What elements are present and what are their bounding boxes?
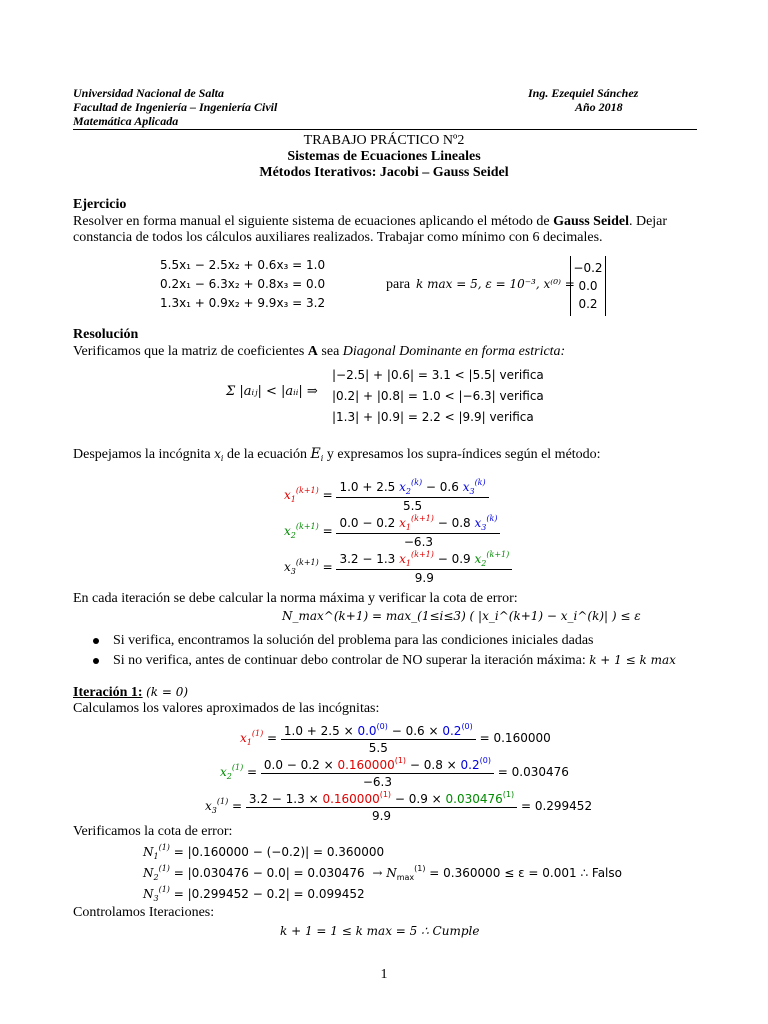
header-rule [73,129,697,130]
subject-name: Matemática Aplicada [73,114,179,128]
initial-vector [570,256,606,316]
formula-x2: $x_2^{(k+1)}$ = $\frac{0.0 - 0.2 x_1^{(k+1)} - 0.8 x_3^{(k)}}{-6.3}$ [284,514,500,549]
doc-subtitle-2: Métodos Iterativos: Jacobi – Gauss Seidel [259,165,509,180]
equation-2: 0.2x₁ − 6.3x₂ + 0.8x₃ = 0.0 [160,277,326,291]
norma-text: En cada iteración se debe calcular la norma máxima y verificar la cota de error: [73,591,518,606]
university-name: Universidad Nacional de Salta [73,86,225,100]
iter-x2: $x_2^{(1)}$ = $\frac{0.0 - 0.2 \times 0.160000^{(1)} - 0.8 \times 0.2^{(0)}}{-6.3}$ = 0.030476 [220,756,569,789]
formula-x1: $x_1^{(k+1)}$ = $\frac{1.0 + 2.5 x_2^{(k)} - 0.6 x_3^{(k)}}{5.5}$ [284,478,489,513]
control-expr: k + 1 = 1 ≤ k max = 5 ∴ Cumple [280,924,480,938]
year: Año 2018 [575,100,623,114]
equation-1: 5.5x₁ − 2.5x₂ + 0.6x₃ = 1.0 [160,258,326,272]
check-row-2: |0.2| + |0.8| = 1.0 < |−6.3| verifica [332,389,544,403]
params-expr: k max = 5, ε = 10⁻³, x⁽⁰⁾ = [416,277,575,291]
page-number: 1 [380,967,388,982]
check-row-3: |1.3| + |0.9| = 2.2 < |9.9| verifica [332,410,534,424]
ejercicio-text-2: constancia de todos los cálculos auxiliares realizados. Trabajar como mínimo con 6 decimales. [73,230,603,245]
iter-x1: $x_1^{(1)}$ = $\frac{1.0 + 2.5 \times 0.0^{(0)} - 0.6 \times 0.2^{(0)}}{5.5}$ = 0.160000 [240,722,551,755]
doc-subtitle: Sistemas de Ecuaciones Lineales [287,149,481,164]
iteracion-heading: Iteración 1: (k = 0) [73,685,189,700]
diagonal-sum-expr: Σ |aᵢⱼ| < |aᵢᵢ| ⇒ [226,384,318,399]
norma-formula: N_max^(k+1) = max_(1≤i≤3) ( |x_i^(k+1) − x_i^(k)| ) ≤ ε [282,609,641,623]
para-label: para [386,277,411,292]
resolucion-heading: Resolución [73,327,139,342]
resolucion-text: Verificamos que la matriz de coeficientes A sea Diagonal Dominante en forma estricta: [73,344,566,359]
bullet-item-1: Si verifica, encontramos la solución del problema para las condiciones iniciales dadas [93,633,594,649]
iteracion-calc-text: Calculamos los valores aproximados de las incógnitas: [73,701,380,716]
ejercicio-text: Resolver en forma manual el siguiente sistema de ecuaciones aplicando el método de Gauss Seidel. Dejar [73,214,668,229]
bullet-item-2: Si no verifica, antes de continuar debo controlar de NO superar la iteración máxima: k + 1 ≤ k max [93,652,676,669]
formula-x3: $x_3^{(k+1)}$ = $\frac{3.2 - 1.3 x_1^{(k+1)} - 0.9 x_2^{(k+1)}}{9.9}$ [284,550,512,585]
control-text: Controlamos Iteraciones: [73,905,215,920]
despejamos-text: Despejamos la incógnita $x_i$ de la ecuación $E_i$ y expresamos los supra-índices según el método: [73,446,601,463]
iter-x3: $x_3^{(1)}$ = $\frac{3.2 - 1.3 \times 0.160000^{(1)} - 0.9 \times 0.030476^{(1)}}{9.9}$ = 0.299452 [205,790,593,823]
x0-3: 0.2 [578,297,598,311]
check-row-1: |−2.5| + |0.6| = 3.1 < |5.5| verifica [332,368,544,382]
faculty-name: Facultad de Ingeniería – Ingeniería Civil [73,100,278,114]
error-n3: $N_3^{(1)} = |0.299452 - 0.2| = 0.099452$ [143,885,365,903]
x0-1: −0.2 [573,261,603,275]
author-name: Ing. Ezequiel Sánchez [528,86,639,100]
doc-title: TRABAJO PRÁCTICO Nº2 [303,133,465,148]
error-n1: $N_1^{(1)} = |0.160000 - (-0.2)| = 0.360000$ [143,843,385,861]
x0-2: 0.0 [578,279,598,293]
ejercicio-heading: Ejercicio [73,197,127,212]
error-n2: $N_2^{(1)} = |0.030476 - 0.0| = 0.030476 \to N_{max}^{(1)} = 0.360000 \le \varepsilon = 0.001$ ∴ Falso [143,864,622,882]
equation-3: 1.3x₁ + 0.9x₂ + 9.9x₃ = 3.2 [160,296,326,310]
verif-text: Verificamos la cota de error: [73,824,233,839]
